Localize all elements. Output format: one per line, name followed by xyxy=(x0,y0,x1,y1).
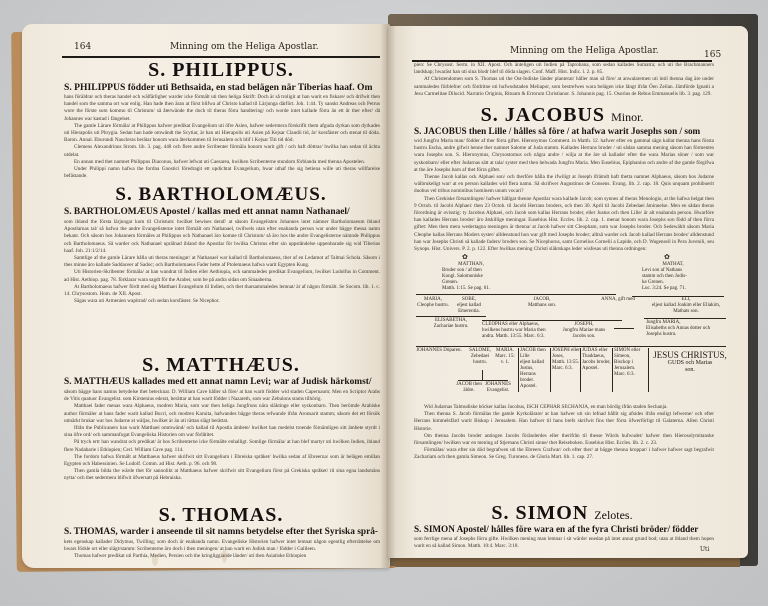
section-title-simon: S. SIMON Zelotes. xyxy=(491,502,633,524)
tree-node-johannes-evangelist: JOHANNES Evangelist. xyxy=(485,382,511,393)
tree-node-salome: SALOME, Zebedaei hustru. xyxy=(469,348,491,365)
lead-line-jacobus: S. JACOBUS then Lille / hålles så före / at hafwa warit Josephs son / som xyxy=(414,126,701,136)
lead-line-matthaeus: S. MATTHÆUS kallades med ett annat namn Levi; war af Judisk härkomst/ xyxy=(64,377,372,387)
body-text-matthaeus: såsom bägge hans namns betydelse thet betecknar. D. William Cave håller så före/ at han warit födder wid staden Capernaum; Men en Scriptor Arabs de Vitis quatuor Evangelist. som Kirstenius ederat, berättar at han warit födder i Nazareth, som war Zebulons stams tilhörig. Matthaei fader menas wara Alphaeus, modren Maria, som war then heliga Jungfruns nära släktinge eller syskonbarn. Then berömde Arabiske author förmäler at hans fader warit kallad Bucri, och modren Karuita, hafwandes bägge theras refwande ifrån Aronsarit stamm; såsom det ett försök utmärkt brukar war hos Judarne at wäljas, hwilket är än uti rättan slägt berättat. Ifrån the Publicaners han warit Matthaei ommwänd/ och kallad til Apostla ämbete/ hwilket han medelst troende förnämligen sitt ämbete styrdt i sina öfre ord/ och sammanfogat Evangeliska Historien om war förlåtitet. På tryck ertr han wandrat och predikat/ är hos Scribenterne icke förmälte enhalligt. Somlige förmäla/ at han blef martyr uti hwilken Indien, ibland flere Nadabarie i Ethiopien; Cerl. William Cave pag. 114. The fordom hafwa förmält at Matthaeus hafwer skrifwit sitt Evangelium i Ebreiska språket/ hwilka sedan af Ebreerna/ som är belägen emillan Egypten och Habessinien. Se Ludolf. Comm. ad Hist. Aeth. p. 96. och 98. Then gamla bilda the wärde thet för sannolikt at Matthaeus hafwer skrifwit sitt Evangelium först på Grekiska språket/ til sina egna landsmäns nytta/ och thet sedermera blifwit öfwersatt på Hebraiska. xyxy=(64,389,380,482)
running-head-right: Minning om the Heliga Apostlar. xyxy=(510,46,659,56)
right-page xyxy=(388,26,748,558)
tree-node-anna: ANNA, gift med xyxy=(601,297,635,302)
tree-node-jacob: JACOB, Matthans son. xyxy=(527,297,557,308)
lead-line-simon: S. SIMON Apostel/ hålles före wara en af the fyra Christi bröder/ födder xyxy=(414,524,699,534)
body-text-jacobus-continued: Wid Judarnas Talmudiske böcker kallas Jacobus, ISCH CEPHAR SECHANJA, en man bördig ifrån staden Sechanja. Then thenna S. Jacob förmälas the gamle Kyrkolärare/ at han hafwer uti sin lefnad hållit sig afsides ifrån ensligt lefwerne/ och efter Herrans himmelsfärd warit Biskop i Jerusalem. Han hafwer til hans brefs skrifwit fins ther förra öfwerförligt til Galaterna. Allen Christi Historie. Om thenna Jacobs broder antingen Jacobs föränderdes eller therifrån til thesse Wärds hufwudet/ hafwer then Hierosolymitanske församlingen/ hwilken war en mening af Stjernans Christi sinne/ thet Reiseboken. Eusebius Hist. Eccles. lib. 2. c. 23. Förmälas/ wara efter sin död begrafwen uti the Ebreers Grafwar/ och efter ther/ at bägge thenna kroppar/ i hafwer hafwer sagt begrafwit Zachariam och then gamla Simeon. Se Greg. Turonens. de Gloria Mart. lib. 1. cap. 27. xyxy=(414,404,714,461)
left-page xyxy=(22,24,390,568)
tree-node-judas: JUDAS eller Thaddaeus, Jacobs broder, Apostel. xyxy=(582,348,611,371)
page-number-right: 165 xyxy=(704,50,722,60)
tree-node-jacob-lille: JACOB then Lille eljest kallad Justus, Herrans broder. Apostel. xyxy=(520,348,546,389)
book-spine-gutter xyxy=(380,24,396,568)
section-title-philippus: S. PHILIPPUS. xyxy=(148,59,294,81)
title-suffix-zelotes: Zelotes. xyxy=(594,508,633,522)
body-text-simon: som ferrlige mena af Josephs förra gifte. Hwilken mening man lemnar i sit wärde/ enedan på intet annat grund bod; utan at ibland them hopen warit en så kallad Simon. Matth. 10:4. Marc. 3:18. xyxy=(414,536,714,550)
tree-node-eli: ELI, eljest kallad Joakim eller Eliakim, Mathats son. xyxy=(651,297,721,314)
paper-stain xyxy=(152,554,158,566)
section-title-jacobus: S. JACOBUS Minor. xyxy=(480,104,644,126)
title-suffix-minor: Minor. xyxy=(611,110,644,124)
lead-line-thomas: S. THOMAS, warder i anseende til sit namns betydelse efter thet Syriska språ- xyxy=(64,527,379,537)
lead-line-bartholomaeus: S. BARTHOLOMÆUS Apostel / kallas med ett annat namn Nathanael/ xyxy=(64,207,350,217)
body-text-jacobus: wid Jungfru Maria man/ födder af ther förra giftet. Hieronymus Comment. in Matth. 12. hafwer efter en gammal sägn kallat thenna hans första hustru Escha, andre gifwit henne ther namnet Salome af Juda stamm. Kallades Herrans broder / uti sådan samma mening såsom han förmentes wara Josephs son. S. Hieronymus, Chrysostomus och några andre / wilja at the äre så kallade/ efter the wara Marias söner / som war syskonbarn/ eller efter Judarnas sätt at tala/ syster med then helwada Jungfru Maria. Men Eusebius, Epiphanius och andre af the gamle förgifwa at the äre Josephs barn af thet förra giftet. Thenne Jacob kallas ock Alphaei son/ och therföre hålla the ifwiligt at Joseph ifrämdt haft thetta namnet Alphaeus, såsom hos Judarne wälbrukeligt war/ at en person kallades wid flera namn. Så skrifwer Augustinus de Consens. Evang. lib. 2. cap. 18. Quis unquam prohibuerit duobus vel tribus nominibus hominem unum vocari? Then Grekiske församlingen/ hafwer hållgat thenne Apostlar wara kallade Jacob; som synnes af theras Menologio, at the hafwa helgat then 9 Octob. til Jacobi Alphaei: then 23 Octob. til Jacobi Herrans broders, och then 30. April til Jacobi Zebedaei åminnelse. Men en sådan theras förordning är ovisstig: ty Jacobus Alphaei, och Jacob som kallas Herrans broder, eller Justus och then Lille/ är alt enahanda person. Hwarföre han kallades Herrans broder/ äro åtskillige meningar. Eusebius Hist. Eccles. lib. 2. cap. 1. menar honom wara Josephs son född af then förra giftet: Men then mera wedertagna meningen är thenna/ at Jacob hafwer sitt Cleopham, som war Josephs broder. Och Sedewählt såsom Maria Cleophe kallas Herrans Moders syster/ alldenstund hon war gift med Josephs broder; alltså warder ock Jacob kallad Herrans broder/ alldenstund han war Josephs Christi så kallade faders/ broders son. Se Nicephorus, samt Cornelius Cornelii a Lapide, och D. Wagenseil in Pera Juvenili, seu Synops. Hist. Univers. P. 2. p. 122. Efter hwilkas mening Christi släktskaps leder wisfesas uti thenna ordningen: xyxy=(414,138,714,252)
tree-node-cleophas: CLEOPHAS eller Alphaeus, hwilkens hustru war Maria then andra. Matth. 13:55. Marc. 6:3. xyxy=(482,322,546,339)
tree-node-jacob-aldre: JACOB then äldre. xyxy=(456,382,482,393)
tree-node-joses: JOSEPH eller Joses, Matth. 13:55. Marc. 6:3. xyxy=(552,348,580,371)
tree-node-johannes-doparen: JOHANNES Döparen. xyxy=(416,348,462,353)
tree-node-sobe: SOBE, eljest kallad Emerentia. xyxy=(456,297,482,314)
tree-node-matthan: MATTHAN, Bruder son / af then Kongl. Salomoniske Grenen. Matth. 1:15. Se pag. 61. xyxy=(442,262,491,291)
tree-node-maria: MARIA. Marc. 15: v. 1. xyxy=(495,348,515,365)
running-head-left: Minning om the Heliga Apostlar. xyxy=(170,42,319,52)
tree-node-elisabetha: ELISABETHA, Zachariae hustru. xyxy=(433,318,469,329)
body-text-thomas: kets egenskap kallader Didymus, Twilling; som doch är enahanda namn. Evangeliske Historien hafwer intet lemnat någon egentlig efterrättelse om hwars födsle ort eller slägt/stamm: Scribenterne äro doch i then meningen/ at han warit en Judisk man / födder i Galileen. Thomas hafwer predikat uti Parthia, Medien, Persien och the kringliggiande länder/ uti then Asiatiske Ethiopien xyxy=(64,539,380,560)
tree-node-simon: SIMON eller Simeon, Bisckop i Jerusalem. Marc. 6:3. xyxy=(614,348,641,377)
section-title-thomas: S. THOMAS. xyxy=(158,504,284,526)
section-title-bartholomaeus: S. BARTHOLOMÆUS. xyxy=(115,184,327,205)
section-title-matthaeus: S. MATTHÆUS. xyxy=(142,354,300,376)
header-rule-left xyxy=(62,56,380,58)
tree-node-mathat: MATHAT, Levi son af Nathans stamm och then Judis- ke Grenen. Luc. 3:24. Se pag. 71. xyxy=(642,262,687,291)
body-text-thomas-continued: pien: Se Chrysost. Serm. in XII. Apost. Och änteligen uti Indien på Taprobana, som sedan kallades Sumatra; och uti the Brachmanners landskap; hwaräst han uti sina blodr blef til döda slagen. Conf. Maff. Hist. Indic. l. 2. p. 85. Af Christendomen som S. Thomas uti the Ost-Indiske länder planterat/ håller man så före/ at anwalaremen uti intil thenna dag äre under sammaledes förblefne/ och fördritne uti hufwudstaden Meliapor, som bestrefwes wara belägen icke långt ifrån Öen Zeilan. Jämförde Ignatii a Jesu Carmelitae Dilucid. Narratio Originis, Rituum & Errorum Christianor. S. Johannis pag. 15. Osorius de Rebus Emmanuelis lib. 3. pag. 129. xyxy=(414,62,714,97)
genealogy-tree xyxy=(402,254,732,404)
paper-stain xyxy=(222,549,227,563)
tree-node-maria-cleophe: MARIA, Cleophe hustru. xyxy=(417,297,449,308)
lead-line-philippus: S. PHILIPPUS födder uti Bethsaida, en stad belägen när Tiberias haaf. Om xyxy=(64,82,373,93)
flower-ornament-icon: ✿ xyxy=(664,253,670,261)
flower-ornament-icon: ✿ xyxy=(462,253,468,261)
tree-node-jesus-christus: JESUS CHRISTUS, GUDS och Marias son. xyxy=(653,350,727,373)
body-text-bartholomaeus: som ibland the första lärjungar kom til Christum: hwilket bewises deraf/ at såsom Evangelisten Johannes intet nämner Bartholomaeum ibland Apostlarnas tal/ så hafwa the andre Evangelisterne intet förmält om Nathanael, twifwels utan efter enahanda person war under bägge thessa namn bekant. Och såsom hos Johannem förmäles at Philippus och Nathanael äro komne til Christum/ så äro hos the andre Evangelisterne nämnde Philippus och Bartholomaeus. Så warder ock Nathanael uprälnad ibland the Apostlar för hwilka Christus efter sin uppståndelse uppenbarade sig wid Tiberias haaf. Joh. 21:1/2/14. Samtlige af the gamle Lärare hålla uti theras meningar/ at Nathanael war kallad til Bartholomaeus, ther af en Ledamot af Talmai Schola. Såsom i thes minne äro kallade Saddaceer af Sadoc; och Bartholomaeus Fader hette af Ptolemaeus hafwa warit Egypten Kung. Uti Historien-Skribenter förmäla/ at han wandrat til Indien eller Aethiopia, och sammaledes predikat Evangelium, hwilket Ludolfus in Comment. ad Hist. Aethiop. pag. 78. förklarar wara sagdt för the Araber, som be på andra sidan om Sinaaberna. At Bartholomaeus hafwer fördt med sig Matthaei Evangelium til Indien, och thet tharsammaledes lemnat/ är af någon förmält. Se Socom. lib. 1. c. 14. Chrysostom. Hom. de XII. Apost. Sägas wara uti Armenien wapitrad/ och sedan korsfäster. Se Nicephor. xyxy=(64,219,380,305)
body-text-philippus: hans föräldrar och theras handel och wälfärligher warder icke förmält uti then heliga Skrift: Doch är så troligit at han warit en fiskare/ och drifwit then handel som the samma ort war enlig. Han hade then äran at först blifwa af Christo kallad til Lärjunga därfört. Joh. 1:44. Ty sanskt Andreas och Petrus wore the förste som kommo til Christum/ så återwände the doch til theras förra handtering/ och worde intet kallade förra än ett år ther efter/ då Johannes war kastad i fängelset. The gamle Lärare förmäla/ at Philippus hafwer predikat Evangelium uti öfre Asien, hafwer sedermera förskrifit them afguda dyrkan som dyrkades uti Hierapolis uti Phrygia. Sedan han hade omwändt the Scytiar, är han uti Hierapolis uti Asien på Kejsar Claudii tid, är/ korsfäster och stenat til döda. Baron. Annal. Eburundi Naucleras berätar honom wara återkommen til Jerusalem och blif i Kejsar Titi tid död. Clemens Alexandrinus Strom. lib. 3. pag. 448 och flere andre Scribenter förmäla honom warit gift / och haft döttrar/ hwilka han sedan til ächta utdelat. En annan med thet namnet Philippus Diaconus, hafwer lefwat uti Caesarea, hwilken Scribenterne stundom förblanda med thenna Apostelen. Under Philippi namn hafwa the fordna Gnostici föredragit ett updichtat Evangelium, hwar uthaf the sig betiena wille uti theras willfarelse befästande. xyxy=(64,94,380,180)
tree-node-joseph: JOSEPH, Jungfru Mariae mans Jacobs son. xyxy=(562,322,606,339)
page-number-left: 164 xyxy=(74,42,92,52)
catchword: Uti xyxy=(700,546,710,553)
tree-node-jungfru-maria: Jungfru MARIA, Elisabeths och Annas dotter och Josephs hustru. xyxy=(646,320,711,337)
